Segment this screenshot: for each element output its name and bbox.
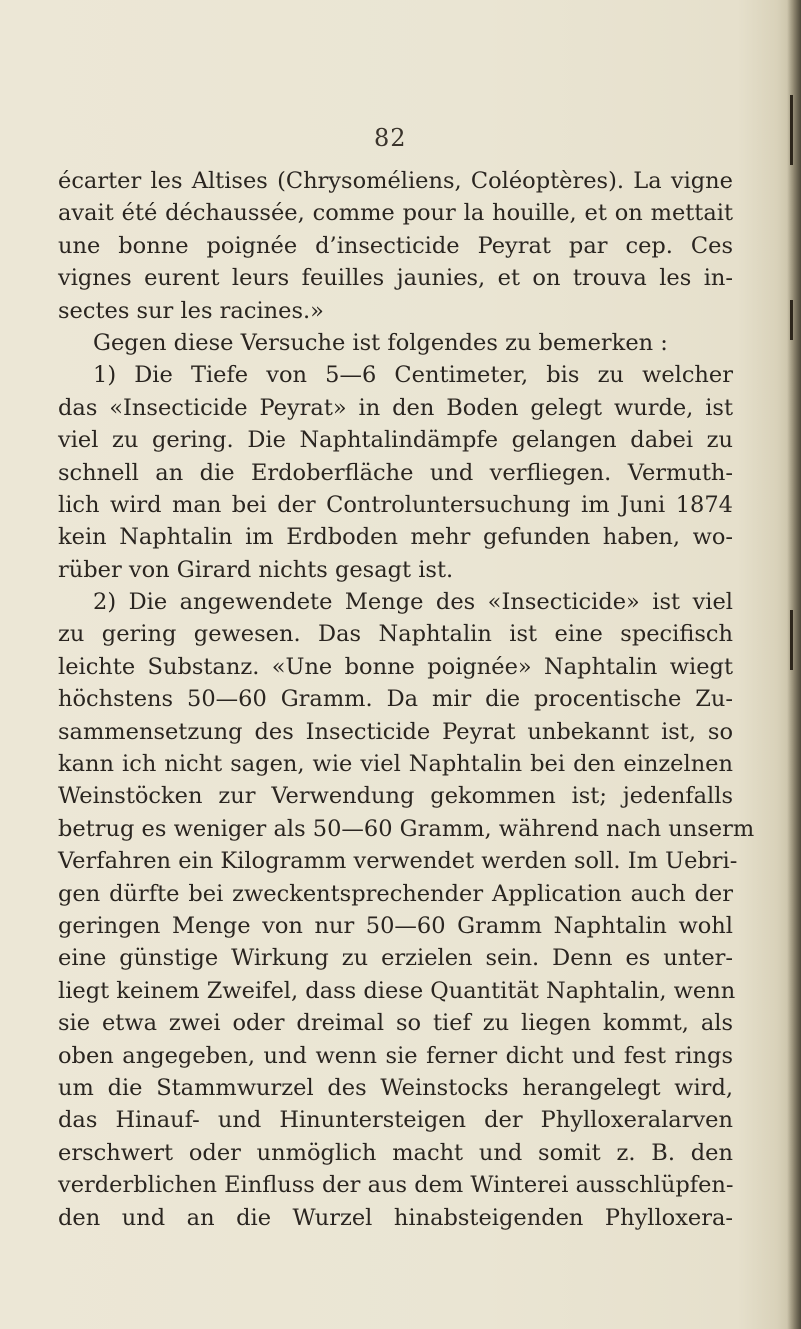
text-line: lich wird man bei der Controluntersuchung im Juni 1874 [58, 491, 733, 518]
text-line: zu gering gewesen. Das Naphtalin ist eine specifisch [58, 621, 733, 648]
text-line: um die Stammwurzel des Weinstocks herangelegt wird, [58, 1074, 733, 1101]
text-line: sie etwa zwei oder dreimal so tief zu liegen kommt, als [58, 1010, 733, 1037]
text-line: eine günstige Wirkung zu erzielen sein. Denn es unter- [58, 945, 733, 972]
edge-mark [790, 610, 793, 670]
text-line: kann ich nicht sagen, wie viel Naphtalin bei den einzelnen [58, 751, 733, 778]
text-line: 2) Die angewendete Menge des «Insecticide» ist viel [93, 589, 733, 616]
text-line: vignes eurent leurs feuilles jaunies, et on trouva les in- [58, 265, 733, 292]
text-line: den und an die Wurzel hinabsteigenden Phylloxera- [58, 1204, 733, 1231]
text-line: das Hinauf- und Hinuntersteigen der Phylloxeralarven [58, 1107, 733, 1134]
text-line: das «Insecticide Peyrat» in den Boden gelegt wurde, ist [58, 394, 733, 421]
text-line: betrug es weniger als 50—60 Gramm, während nach unserm [58, 815, 755, 842]
text-line: gen dürfte bei zweckentsprechender Application auch der [58, 880, 733, 907]
text-line: liegt keinem Zweifel, dass diese Quantität Naphtalin, wenn [58, 977, 736, 1004]
text-line: verderblichen Einfluss der aus dem Winterei ausschlüpfen- [58, 1172, 734, 1199]
edge-mark [790, 300, 793, 340]
text-line: Gegen diese Versuche ist folgendes zu bemerken : [93, 329, 668, 356]
text-line: Verfahren ein Kilogramm verwendet werden soll. Im Uebri- [58, 848, 738, 875]
text-line: erschwert oder unmöglich macht und somit z. B. den [58, 1139, 733, 1166]
text-line: avait été déchaussée, comme pour la houille, et on mettait [58, 200, 733, 227]
text-line: viel zu gering. Die Naphtalindämpfe gelangen dabei zu [58, 427, 733, 454]
body-text [58, 165, 755, 1234]
text-line: une bonne poignée d’insecticide Peyrat par cep. Ces [58, 232, 733, 259]
text-line: 1) Die Tiefe von 5—6 Centimeter, bis zu welcher [93, 362, 733, 389]
text-line: kein Naphtalin im Erdboden mehr gefunden haben, wo- [58, 524, 733, 551]
edge-mark [790, 95, 793, 165]
text-line: sectes sur les racines.» [58, 297, 324, 324]
text-line: sammensetzung des Insecticide Peyrat unbekannt ist, so [58, 718, 733, 745]
text-line: höchstens 50—60 Gramm. Da mir die procentische Zu- [58, 686, 733, 713]
text-line: leichte Substanz. «Une bonne poignée» Naphtalin wiegt [58, 653, 733, 680]
page-number: 82 [374, 124, 407, 152]
text-line: geringen Menge von nur 50—60 Gramm Naphtalin wohl [58, 912, 733, 939]
text-line: schnell an die Erdoberfläche und verfliegen. Vermuth- [58, 459, 733, 486]
text-line: Weinstöcken zur Verwendung gekommen ist; jedenfalls [58, 783, 733, 810]
text-line: rüber von Girard nichts gesagt ist. [58, 556, 454, 583]
text-line: oben angegeben, und wenn sie ferner dicht und fest rings [58, 1042, 733, 1069]
text-line: écarter les Altises (Chrysoméliens, Coléoptères). La vigne [58, 168, 733, 194]
